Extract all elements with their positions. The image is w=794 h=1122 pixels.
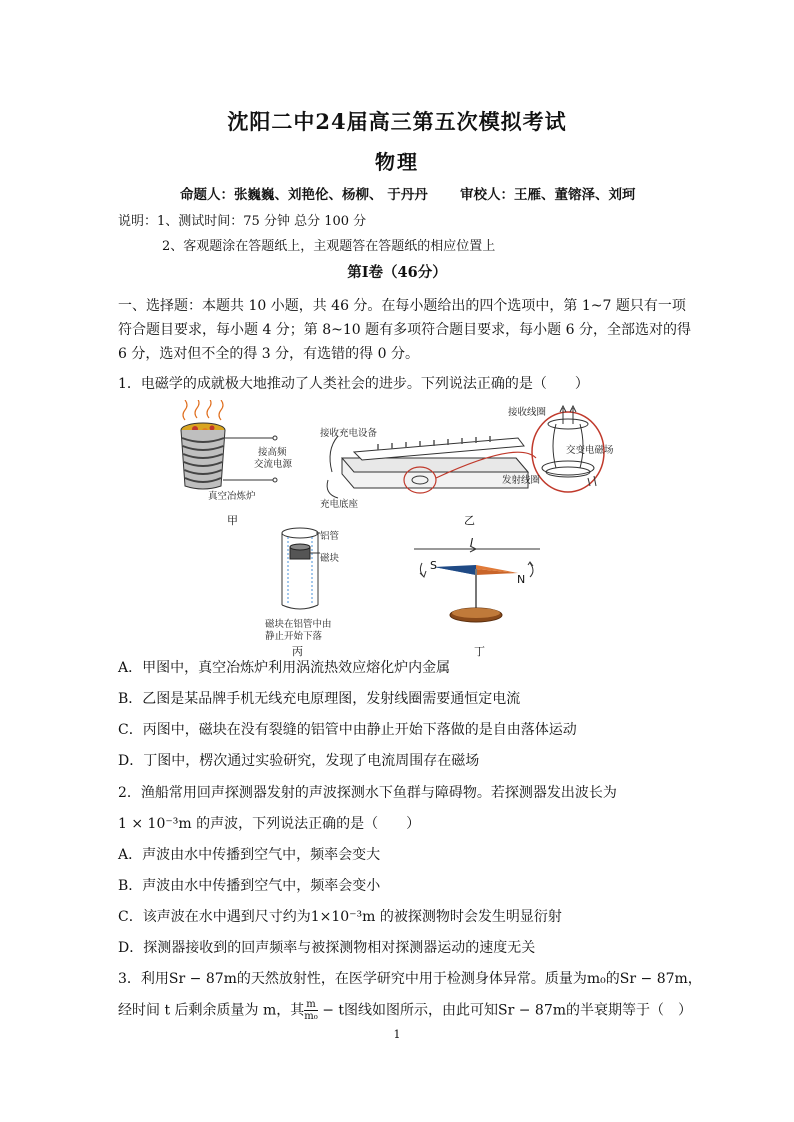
q2-option-a: A．声波由水中传播到空气中，频率会变大 bbox=[118, 847, 381, 863]
instructions-line-3: 6 分，选对但不全的得 3 分，有选错的得 0 分。 bbox=[118, 346, 419, 362]
yi-text-4: 交变电磁场 bbox=[566, 445, 614, 456]
q3-frac-num: m bbox=[304, 999, 318, 1011]
furnace-body-icon bbox=[181, 423, 225, 489]
ding-current-I: I bbox=[470, 536, 474, 549]
note-line-2: 2、客观题涂在答题纸上，主观题答在答题纸的相应位置上 bbox=[162, 239, 496, 254]
instructions-line-1: 一、选择题：本题共 10 小题，共 46 分。在每小题给出的四个选项中，第 1~7 题只有一项 bbox=[118, 298, 686, 314]
q2-option-b: B．声波由水中传播到空气中，频率会变小 bbox=[118, 878, 381, 894]
yi-text-2: 充电底座 bbox=[320, 499, 359, 510]
yi-text-3: 接收线圈 bbox=[508, 407, 547, 418]
bing-text-1: 铝管 bbox=[320, 531, 340, 542]
q3-fraction bbox=[304, 999, 318, 1022]
note-line-1: 说明：1、测试时间：75 分钟 总分 100 分 bbox=[118, 214, 367, 229]
q2-stem-1: 2．渔船常用回声探测器发射的声波探测水下鱼群与障碍物。若探测器发出波长为 bbox=[118, 785, 617, 801]
yi-label: 乙 bbox=[464, 514, 475, 527]
instructions bbox=[118, 294, 691, 366]
q1-option-a: A．甲图中，真空冶炼炉利用涡流热效应熔化炉内金属 bbox=[118, 660, 451, 676]
yi-text-1: 接收充电设备 bbox=[320, 428, 378, 439]
heat-waves-icon bbox=[183, 400, 223, 420]
bing-text-4: 静止开始下落 bbox=[265, 631, 323, 642]
compass-stand-icon bbox=[450, 608, 502, 622]
ding-N: N bbox=[517, 573, 526, 586]
jia-text-3: 真空冶炼炉 bbox=[208, 491, 256, 502]
q3-stem-2a: 经时间 t 后剩余质量为 m，其 bbox=[118, 1002, 305, 1019]
charging-pad-icon bbox=[342, 436, 528, 493]
magnet-block-icon bbox=[290, 544, 310, 559]
q2-option-c: C．该声波在水中遇到尺寸约为1×10⁻³m 的被探测物时会发生明显衍射 bbox=[118, 909, 562, 925]
q1-option-c: C．丙图中，磁块在没有裂缝的铝管中由静止开始下落做的是自由落体运动 bbox=[118, 722, 577, 738]
q2-stem-2: 1 × 10⁻³m 的声波，下列说法正确的是（ ） bbox=[118, 816, 421, 832]
bing-text-3: 磁块在铝管中由 bbox=[265, 619, 332, 630]
yi-text-5: 发射线圈 bbox=[502, 475, 541, 486]
q1-option-b: B．乙图是某品牌手机无线充电原理图，发射线圈需要通恒定电流 bbox=[118, 691, 521, 707]
q3-stem-2b: − t图线如图所示，由此可知Sr − 87m的半衰期等于（ ） bbox=[317, 1002, 693, 1019]
q3-frac-den: m₀ bbox=[304, 1011, 318, 1022]
q1-stem: 1．电磁学的成就极大地推动了人类社会的进步。下列说法正确的是（ ） bbox=[118, 376, 589, 392]
part-heading: 第Ⅰ卷（46分） bbox=[347, 264, 447, 281]
aluminium-tube-icon bbox=[282, 528, 318, 609]
q1-option-d: D．丁图中，楞次通过实验研究，发现了电流周围存在磁场 bbox=[118, 753, 480, 769]
q3-stem-2 bbox=[118, 999, 692, 1022]
jia-label: 甲 bbox=[227, 514, 238, 527]
reviewers-line: 审校人：王雁、董镕泽、刘珂 bbox=[460, 187, 636, 203]
instructions-line-2: 符合题目要求，每小题 4 分；第 8~10 题有多项符合题目要求，每小题 6 分，全部选对的得 bbox=[118, 322, 691, 338]
subject-title: 物理 bbox=[375, 150, 419, 174]
q3-stem-1: 3．利用Sr − 87m的天然放射性，在医学研究中用于检测身体异常。质量为m₀的Sr − 87m， bbox=[118, 971, 702, 987]
ding-label: 丁 bbox=[474, 645, 485, 658]
jia-text-2: 交流电源 bbox=[254, 459, 293, 470]
bing-text-2: 磁块 bbox=[320, 553, 340, 564]
exam-title: 沈阳二中24届高三第五次模拟考试 bbox=[227, 109, 567, 134]
ding-S: S bbox=[430, 559, 437, 572]
page-number: 1 bbox=[393, 1028, 401, 1041]
figure-ding-compass bbox=[410, 535, 550, 635]
authors-line: 命题人：张巍巍、刘艳伦、杨柳、 于丹丹 bbox=[180, 187, 428, 203]
figure-yi-wireless-charging bbox=[318, 400, 608, 510]
jia-text-1: 接高频 bbox=[258, 447, 287, 458]
q2-option-d: D．探测器接收到的回声频率与被探测物相对探测器运动的速度无关 bbox=[118, 940, 536, 956]
bing-label: 丙 bbox=[292, 645, 303, 658]
